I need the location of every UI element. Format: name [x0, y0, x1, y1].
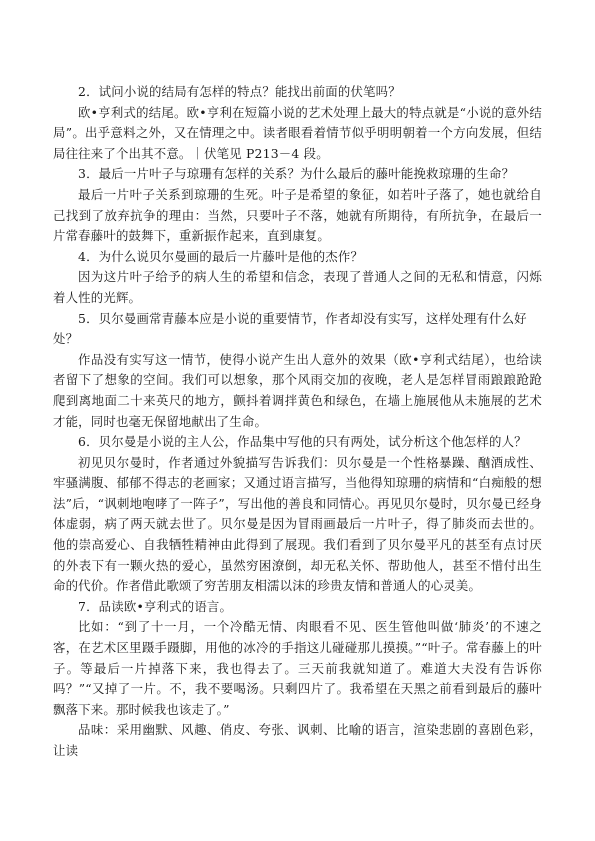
- answer-7-examples: 比如：“到了十一月，一个冷酷无情、肉眼看不见、医生管他叫做‘肺炎’的不速之客，在艺术区里蹑手蹑脚，用他的冰冷的手指这儿碰碰那儿摸摸。”“叶子。常春藤上的叶子。等最后一片掉落下来，我也得去了。三天前我就知道了。难道大夫没有告诉你吗？”“又掉了一片。不，我不要喝汤。只剩四片了。我希望在天黑之前看到最后的藤叶飘落下来。那时候我也该走了。”: [53, 619, 542, 717]
- question-4: 4．为什么说贝尔曼画的最后一片藤叶是他的杰作？: [78, 248, 364, 264]
- answer-3: 最后一片叶子关系到琼珊的生死。叶子是希望的象征，如若叶子落了，她也就给自己找到了放弃抗争的理由：当然，只要叶子不落，她就有所期待，有所抗争，在最后一片常春藤叶的鼓舞下，重新振作起来，直到康复。: [53, 186, 542, 244]
- answer-2: 欧•亨利式的结尾。欧•亨利在短篇小说的艺术处理上最大的特点就是“小说的意外结局”。出乎意料之外，又在情理之中。读者眼看着情节似乎明明朝着一个方向发展，但结局往往来了个出其不意。｜伏笔见 P213－4 段。: [53, 104, 542, 161]
- question-3: 3．最后一片叶子与琼珊有怎样的关系？为什么最后的藤叶能挽救琼珊的生命？: [78, 166, 515, 182]
- question-6: 6．贝尔曼是小说的主人公，作品集中写他的只有两处，试分析这个他怎样的人？: [78, 434, 527, 450]
- document-body: [53, 82, 542, 762]
- answer-5: 作品没有实写这一情节，使得小说产生出人意外的效果（欧•亨利式结尾），也给读者留下了想象的空间。我们可以想象，那个风雨交加的夜晚，老人是怎样冒雨踉踉跄跄爬到离地面二十来英尺的地方，颤抖着调拌黄色和绿色，在墙上施展他从未施展的艺术才能，同时也毫无保留地献出了生命。: [53, 351, 542, 429]
- answer-6: 初见贝尔曼时，作者通过外貌描写告诉我们：贝尔曼是一个性格暴躁、酗酒成性、牢骚满腹、郁郁不得志的老画家；又通过语言描写，当他得知琼珊的病情和“白痴般的想法”后，“讽刺地咆哮了一阵子”，写出他的善良和同情心。再见贝尔曼时，贝尔曼已经身体虚弱，病了两天就去世了。贝尔曼是因为冒雨画最后一片叶子，得了肺炎而去世的。他的崇高爱心、自我牺牲精神由此得到了展现。我们看到了贝尔曼平凡的甚至有点讨厌的外表下有一颗火热的爱心，虽然穷困潦倒，却无私关怀、帮助他人，甚至不惜付出生命的代价。作者借此歌颂了穷苦朋友相濡以沫的珍贵友情和普通人的心灵美。: [53, 454, 542, 594]
- question-2: 2．试问小说的结局有怎样的特点？能找出前面的伏笔吗？: [78, 84, 401, 99]
- question-7: 7．品读欧•亨利式的语言。: [78, 598, 233, 614]
- answer-4: 因为这片叶子给予的病人生的希望和信念，表现了普通人之间的无私和情意，闪烁着人性的光辉。: [53, 269, 542, 305]
- question-5: 5．贝尔曼画常青藤本应是小说的重要情节，作者却没有实写，这样处理有什么好处？: [53, 310, 527, 347]
- answer-7-appreciation: 品味：采用幽默、风趣、俏皮、夸张、讽刺、比喻的语言，渲染悲剧的喜剧色彩，让读: [53, 722, 542, 758]
